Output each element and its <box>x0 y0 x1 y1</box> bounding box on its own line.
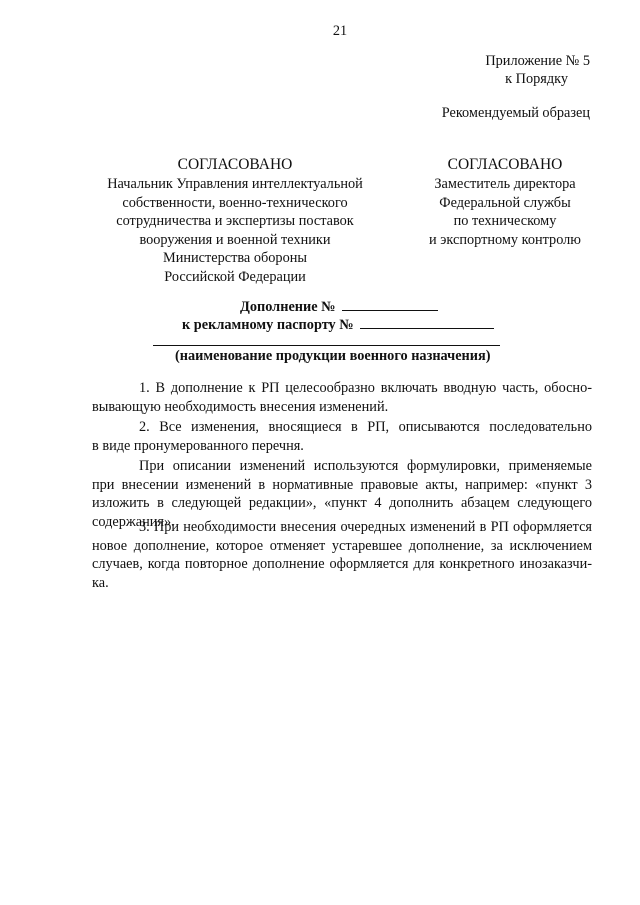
paragraph-line: ка. <box>92 574 109 591</box>
paragraph-line: при внесении изменений в нормативные правовые акты, например: «пункт 3 <box>92 476 592 493</box>
approval-left-line: Российской Федерации <box>164 268 306 285</box>
paragraph-line: изложить в следующей редакции», «пункт 4 дополнить абзацем следующего <box>92 495 592 512</box>
product-name-line <box>153 345 500 346</box>
approval-left-line: собственности, военно-технического <box>122 194 348 211</box>
paragraph-line: в виде пронумерованного перечня. <box>92 437 304 454</box>
approval-left-line: сотрудничества и экспертизы поставок <box>116 213 354 230</box>
page-number: 21 <box>332 23 348 39</box>
approval-left-line: Начальник Управления интеллектуальной <box>107 176 363 192</box>
supplement-number-blank <box>342 296 438 311</box>
paragraph-line: случаев, когда повторное дополнение оформляется для конкретного инозаказчи- <box>92 556 592 573</box>
paragraph-line: вывающую необходимость внесения изменений. <box>92 398 389 415</box>
paragraph-line: новое дополнение, которое отменяет устаревшее дополнение, за исключением <box>92 537 592 554</box>
product-name-caption: (наименование продукции военного назначения) <box>175 348 491 364</box>
paragraph-line: 3. При необходимости внесения очередных изменений в РП оформляется <box>139 519 592 535</box>
paragraph-1 <box>92 379 592 416</box>
paragraph-line: 2. Все изменения, вносящиеся в РП, описываются последовательно <box>139 419 592 435</box>
approval-right-line: по техническому <box>453 213 557 230</box>
approval-right-line: Федеральной службы <box>439 194 571 211</box>
approval-heading-right: СОГЛАСОВАНО <box>447 156 563 173</box>
appendix-line-2: к Порядку <box>505 71 568 87</box>
approval-right-line: и экспортному контролю <box>429 231 581 248</box>
appendix-line-1: Приложение № 5 <box>485 53 590 69</box>
paragraph-line: При описании изменений используются формулировки, применяемые <box>139 458 592 474</box>
approval-block-left <box>70 155 400 287</box>
approval-left-line: вооружения и военной техники <box>139 231 331 248</box>
document-title-line-2 <box>182 314 494 335</box>
passport-number-label: к рекламному паспорту № <box>182 317 354 333</box>
approval-right-line: Заместитель директора <box>434 176 576 192</box>
paragraph-4 <box>92 518 592 592</box>
approval-block-right <box>390 155 620 249</box>
paragraph-line: 1. В дополнение к РП целесообразно включать вводную часть, обосно- <box>139 380 592 396</box>
paragraph-line: содержания». <box>92 513 175 530</box>
approval-heading-left: СОГЛАСОВАНО <box>177 156 293 173</box>
paragraph-2 <box>92 418 592 455</box>
supplement-number-label: Дополнение № <box>240 299 336 315</box>
passport-number-blank <box>360 314 494 329</box>
approval-left-line: Министерства обороны <box>163 250 307 267</box>
sample-label: Рекомендуемый образец <box>441 105 590 121</box>
